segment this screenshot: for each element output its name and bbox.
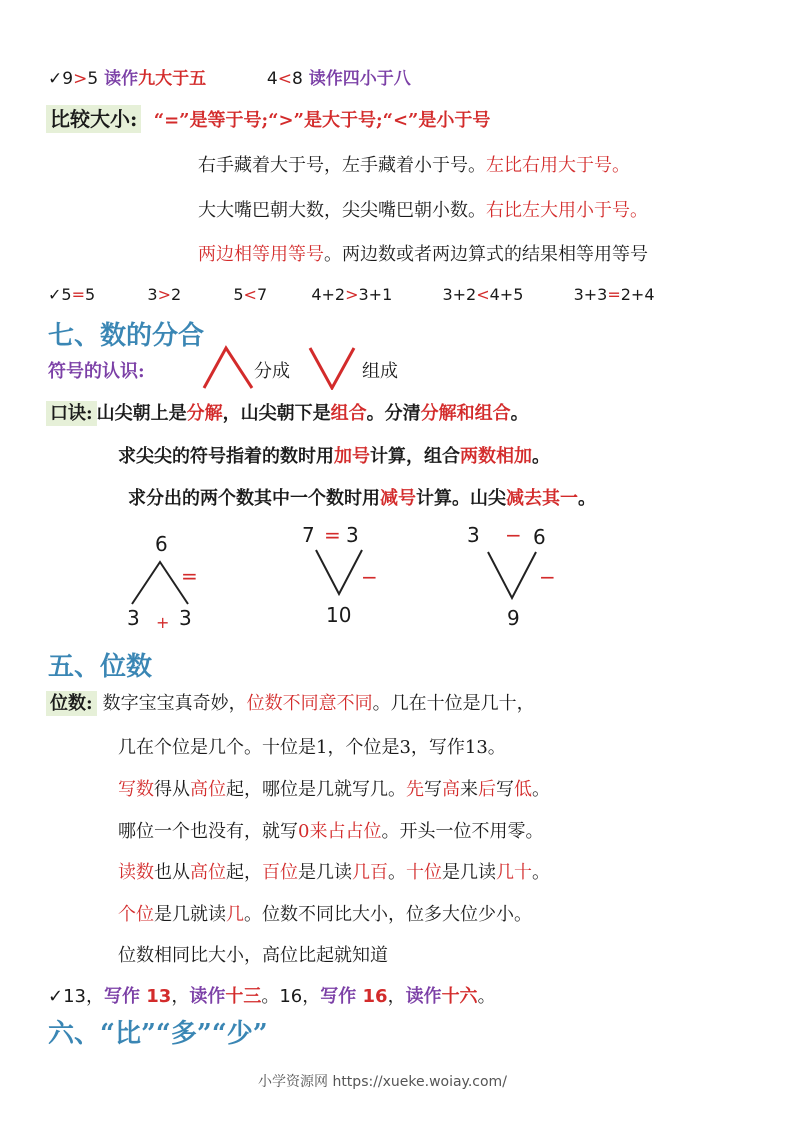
digits-line-3: 写数得从高位起，哪位是几就写几。先写高来后写低。 [118, 779, 550, 800]
compare-heading [46, 103, 490, 132]
write-read-example: ✓13，写作 13，读作十三。16，写作 16，读作十六。 [48, 986, 496, 1007]
digits-line-1: 位数: 数字宝宝真奇妙，位数不同意不同。几在十位是几十， [46, 689, 535, 715]
check-icon: ✓ [48, 986, 64, 1007]
diagram-3-right: 6 [533, 525, 546, 549]
compare-line-3: 两边相等用等号。两边数或者两边算式的结果相等用等号 [198, 244, 648, 265]
reading-example-line: ✓9>5 读作九大于五 4<8 读作四小于八 [48, 69, 411, 89]
diagram-3-bottom: 9 [507, 606, 520, 630]
compare-line-2: 大大嘴巴朝大数，尖尖嘴巴朝小数。右比左大用小于号。 [198, 200, 648, 221]
koujue-line-2: 求尖尖的符号指着的数时用加号计算，组合两数相加。 [118, 446, 550, 467]
compare-line-1: 右手藏着大于号，左手藏着小于号。左比右用大于号。 [198, 155, 630, 176]
digits-label: 位数: [46, 691, 97, 716]
koujue-line-3: 求分出的两个数其中一个数时用减号计算。山尖减去其一。 [128, 488, 596, 509]
diagram-2-eq: = [324, 523, 341, 547]
diagram-3-left: 3 [467, 523, 480, 547]
digits-line-5: 读数也从高位起，百位是几读几百。十位是几读几十。 [118, 862, 550, 883]
diagram-2-bottom: 10 [326, 603, 352, 627]
digits-line-6: 个位是几就读几。位数不同比大小，位多大位少小。 [118, 904, 532, 925]
diagram-2-right: 3 [346, 523, 359, 547]
diagram-1-left: 3 [127, 606, 140, 630]
section-7-title: 七、数的分合 [48, 321, 205, 351]
footer-watermark: 小学资源网 https://xueke.woiay.com/ [258, 1074, 507, 1090]
symbol-recognition: 符号的认识: [48, 361, 145, 382]
combine-symbol-icon [306, 344, 366, 390]
compare-label: 比较大小: [46, 105, 141, 133]
check-icon: ✓ [48, 285, 62, 304]
check-icon: ✓ [48, 69, 63, 89]
diagram-1-eq: = [181, 564, 198, 588]
diagram-3-combine-icon [484, 550, 540, 600]
digits-line-2: 几在个位是几个。十位是1，个位是3，写作13。 [118, 737, 506, 758]
split-symbol-icon [200, 344, 260, 390]
section-5-title: 五、位数 [48, 652, 153, 682]
koujue-label: 口诀: [46, 401, 97, 426]
diagram-3-minus: − [539, 565, 556, 589]
compare-rule: “=”是等于号;“>”是大于号;“<”是小于号 [153, 110, 491, 131]
diagram-1-top: 6 [155, 532, 168, 556]
diagram-3-minus-top: − [505, 523, 522, 547]
digits-line-4: 哪位一个也没有，就写0来占占位。开头一位不用零。 [118, 821, 544, 842]
digits-line-7: 位数相同比大小，高位比起就知道 [118, 945, 388, 966]
split-label: 分成 [254, 361, 290, 382]
diagram-1-plus: + [156, 613, 170, 632]
diagram-2-left: 7 [302, 523, 315, 547]
diagram-1-right: 3 [179, 606, 192, 630]
section-6-title: 六、“比”“多”“少” [48, 1019, 268, 1049]
koujue-line-1: 口诀: 山尖朝上是分解，山尖朝下是组合。分清分解和组合。 [46, 399, 529, 425]
combine-label: 组成 [362, 361, 398, 382]
diagram-2-minus: − [361, 565, 378, 589]
compare-examples: ✓5=5 3>2 5<7 4+2>3+1 3+2<4+5 3+3=2+4 [48, 285, 655, 304]
diagram-2-combine-icon [312, 548, 366, 596]
